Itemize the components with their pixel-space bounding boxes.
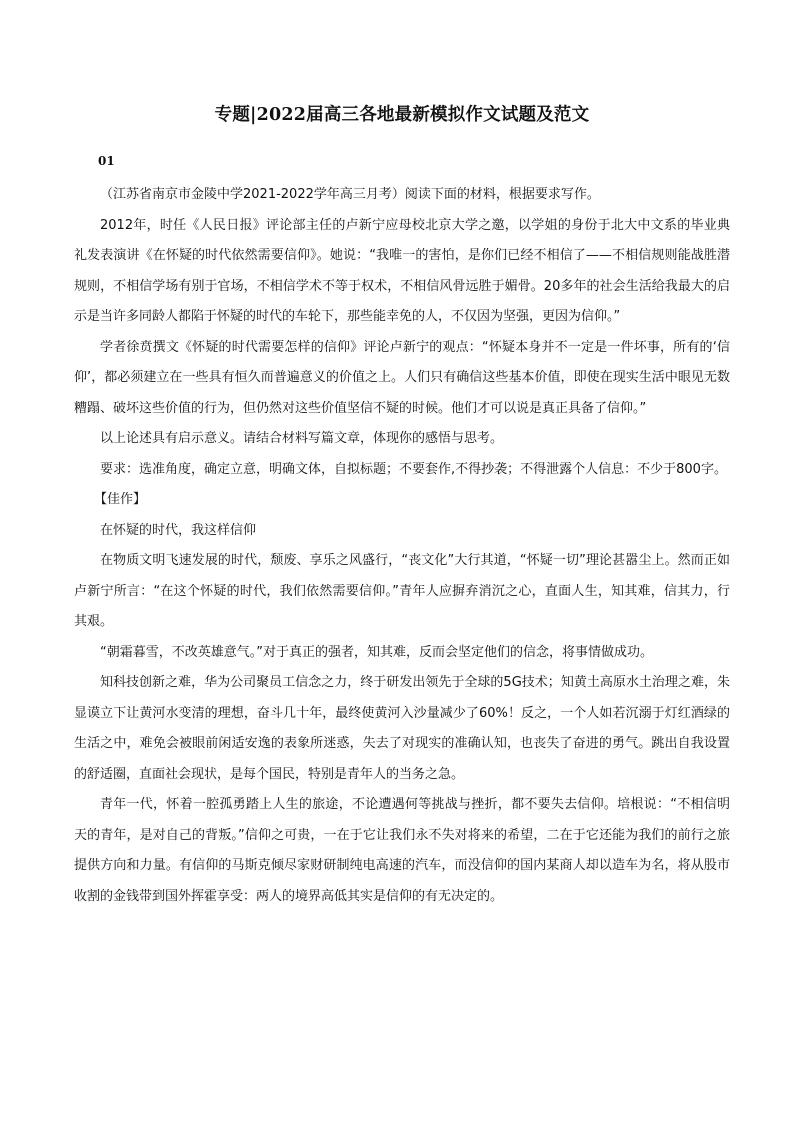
essay-paragraph: 青年一代，怀着一腔孤勇踏上人生的旅途，不论遭遇何等挑战与挫折，都不要失去信仰。培根说：“不相信明天的青年，是对自己的背叛。”信仰之可贵，一在于它让我们永不失对将来的希望，二在于它还能为我们的前行之旅提供方向和力量。有信仰的马斯克倾尽家财研制纯电高速的汽车，而没信仰的国内某商人却以造车为名，将从股市收割的金钱带到国外挥霍享受：两人的境界高低其实是信仰的有无决定的。 — [74, 797, 730, 904]
source-line: （江苏省南京市金陵中学2021-2022学年高三月考）阅读下面的材料，根据要求写作。 — [100, 187, 600, 202]
essay-paragraph: “朝霜暮雪，不改英雄意气。”对于真正的强者，知其难，反而会坚定他们的信念，将事情做成功。 — [100, 644, 653, 660]
essay-paragraph: 在物质文明飞速发展的时代，颓废、享乐之风盛行，“丧文化”大行其道，“怀疑一切”理论甚嚣尘上。然而正如卢新宁所言：“在这个怀疑的时代，我们依然需要信仰。”青年人应摒弃消沉之心，直面人生，知其难，信其力，行其艰。 — [74, 553, 730, 629]
requirements-paragraph: 要求：选准角度，确定立意，明确文体，自拟标题；不要套作,不得抄袭；不得泄露个人信息：不少于800字。 — [100, 461, 727, 477]
prompt-paragraph: 以上论述具有启示意义。请结合材料写篇文章，体现你的感悟与思考。 — [100, 431, 504, 446]
essay-title: 在怀疑的时代，我这样信仰 — [100, 522, 257, 538]
material-paragraph: 学者徐贲撰文《怀疑的时代需要怎样的信仰》评论卢新宁的观点：“怀疑本身并不一定是一件坏事，所有的‘信仰’，都必须建立在一些具有恒久而普遍意义的价值之上。人们只有确信这些基本价值，即使在现实生活中眼见无数糟蹋、破坏这些价值的行为，但仍然对这些价值坚信不疑的时候。他们才可以说是真正具备了信仰。” — [74, 339, 730, 416]
section-number: 01 — [98, 154, 115, 168]
material-paragraph: 2012年，时任《人民日报》评论部主任的卢新宁应母校北京大学之邀，以学姐的身份于北大中文系的毕业典礼发表演讲《在怀疑的时代依然需要信仰》。她说：“我唯一的害怕，是你们已经不相信了——不相信规则能战胜潜规则，不相信学场有别于官场，不相信学术不等于权术，不相信风骨远胜于媚骨。20多年的社会生活给我最大的启示是当许多同龄人都陷于怀疑的时代的车轮下，那些能幸免的人，不仅因为坚强，更因为信仰。” — [74, 217, 730, 324]
page-title: 专题|2022届高三各地最新模拟作文试题及范文 — [214, 105, 590, 125]
essay-label: 【佳作】 — [94, 492, 147, 507]
essay-paragraph: 知科技创新之难，华为公司聚员工信念之力，终于研发出领先于全球的5G技术；知黄土高原水土治理之难，朱显谟立下让黄河水变清的理想，奋斗几十年，最终使黄河入沙量减少了60%！反之，一个人如若沉溺于灯红酒绿的生活之中，难免会被眼前闲适安逸的表象所迷惑，失去了对现实的准确认知，也丧失了奋进的勇气。跳出自我设置的舒适圈，直面社会现状，是每个国民，特别是青年人的当务之急。 — [74, 675, 730, 782]
